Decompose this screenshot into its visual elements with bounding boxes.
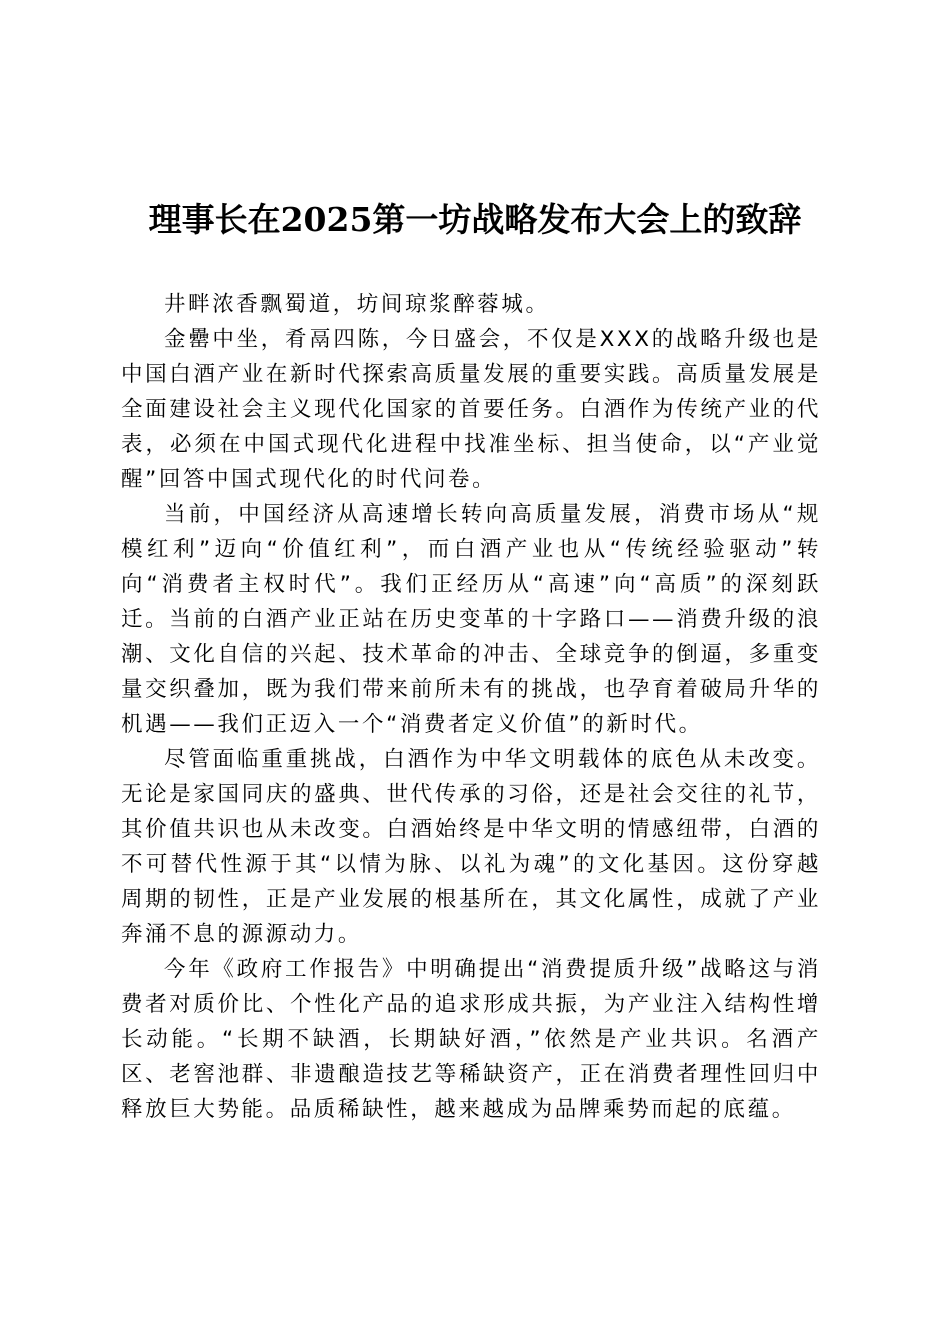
- document-body: [121, 287, 821, 1127]
- paragraph-4: 今年《政府工作报告》中明确提出“消费提质升级”战略这与消费者对质价比、个性化产品的追求形成共振，为产业注入结构性增长动能。“长期不缺酒，长期缺好酒，”依然是产业共识。名酒产区、老窖池群、非遗酿造技艺等稀缺资产，正在消费者理性回归中释放巨大势能。品质稀缺性，越来越成为品牌乘势而起的底蕴。: [121, 957, 821, 1122]
- paragraph-1: 金罍中坐，肴鬲四陈，今日盛会，不仅是XXX的战略升级也是中国白酒产业在新时代探索高质量发展的重要实践。高质量发展是全面建设社会主义现代化国家的首要任务。白酒作为传统产业的代表，必须在中国式现代化进程中找准坐标、担当使命，以“产业觉醒”回答中国式现代化的时代问卷。: [121, 327, 821, 492]
- document-title: 理事长在2025第一坊战略发布大会上的致辞: [148, 200, 802, 239]
- paragraph-3: 尽管面临重重挑战，白酒作为中华文明载体的底色从未改变。无论是家国同庆的盛典、世代传承的习俗，还是社会交往的礼节，其价值共识也从未改变。白酒始终是中华文明的情感纽带，白酒的不可替代性源于其“以情为脉、以礼为魂”的文化基因。这份穿越周期的韧性，正是产业发展的根基所在，其文化属性，成就了产业奔涌不息的源源动力。: [121, 747, 821, 947]
- paragraph-opening-couplet: 井畔浓香飘蜀道，坊间琼浆醉蓉城。: [164, 292, 550, 317]
- paragraph-2: 当前，中国经济从高速增长转向高质量发展，消费市场从“规模红利”迈向“价值红利”，而白酒产业也从“传统经验驱动”转向“消费者主权时代”。我们正经历从“高速”向“高质”的深刻跃迁。当前的白酒产业正站在历史变革的十字路口——消费升级的浪潮、文化自信的兴起、技术革命的冲击、全球竞争的倒逼，多重变量交织叠加，既为我们带来前所未有的挑战，也孕育着破局升华的机遇——我们正迈入一个“消费者定义价值”的新时代。: [121, 502, 821, 737]
